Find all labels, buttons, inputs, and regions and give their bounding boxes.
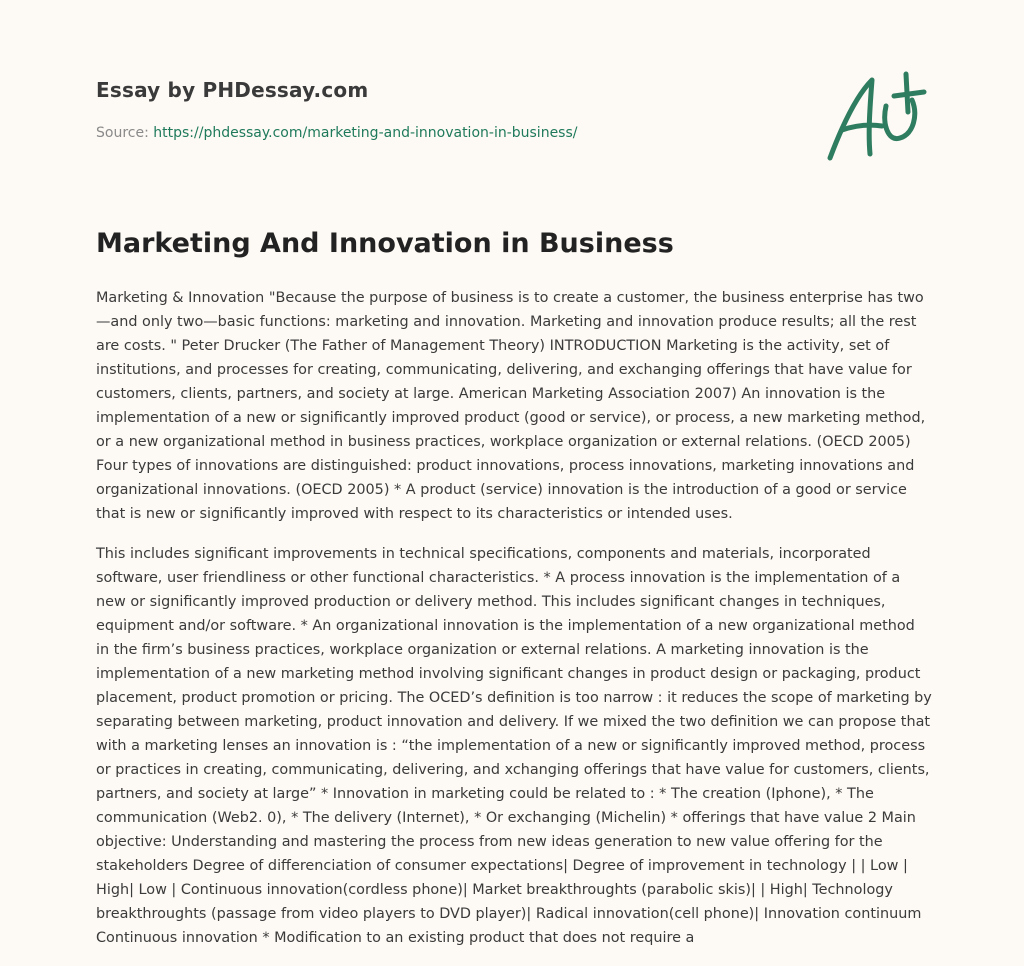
- source-line: [96, 124, 796, 142]
- article-title: Marketing And Innovation in Business: [96, 228, 674, 259]
- paragraph: This includes significant improvements in technical specifications, components and materials, incorporated software, user friendliness or other functional characteristics. * A process innovation is the implementation of a new or significantly improved production or delivery method. This includes significant changes in techniques, equipment and/or software. * An organizational innovation is the implementation of a new organizational method in the firm’s business practices, workplace organization or external relations. A marketing innovation is the implementation of a new marketing method involving significant changes in product design or packaging, product placement, product promotion or pricing. The OCED’s definition is too narrow : it reduces the scope of marketing by separating between marketing, product innovation and delivery. If we mixed the two definition we can propose that with a marketing lenses an innovation is : “the implementation of a new or significantly improved method, process or practices in creating, communicating, delivering, and xchanging offerings that have value for customers, clients, partners, and society at large” * Innovation in marketing could be related to : * The creation (Iphone), * The communication (Web2. 0), * The delivery (Internet), * Or exchanging (Michelin) * offerings that have value 2 Main objective: Understanding and mastering the process from new ideas generation to new value offering for the stakeholders Degree of differenciation of consumer expectations| Degree of improvement in technology | | Low | High| Low | Continuous innovation(cordless phone)| Market breakthroughts (parabolic skis)| | High| Technology breakthroughts (passage from video players to DVD player)| Radical innovation(cell phone)| Innovation continuum Continuous innovation * Modification to an existing product that does not require a: [96, 546, 932, 946]
- a-plus-logo-icon: [820, 66, 930, 166]
- source-link[interactable]: https://phdessay.com/marketing-and-innovation-in-business/: [153, 125, 578, 141]
- source-label: Source:: [96, 125, 149, 141]
- essay-header: [96, 76, 796, 142]
- article-body: [96, 286, 932, 966]
- paragraph: Marketing & Innovation "Because the purpose of business is to create a customer, the business enterprise has two—and only two—basic functions: marketing and innovation. Marketing and innovation produce results; all the rest are costs. " Peter Drucker (The Father of Management Theory) INTRODUCTION Marketing is the activity, set of institutions, and processes for creating, communicating, delivering, and exchanging offerings that have value for customers, clients, partners, and society at large. American Marketing Association 2007) An innovation is the implementation of a new or significantly improved product (good or service), or process, a new marketing method, or a new organizational method in business practices, workplace organization or external relations. (OECD 2005) Four types of innovations are distinguished: product innovations, process innovations, marketing innovations and organizational innovations. (OECD 2005) * A product (service) innovation is the introduction of a good or service that is new or significantly improved with respect to its characteristics or intended uses.: [96, 290, 926, 522]
- brand-title: Essay by PHDessay.com: [96, 78, 369, 102]
